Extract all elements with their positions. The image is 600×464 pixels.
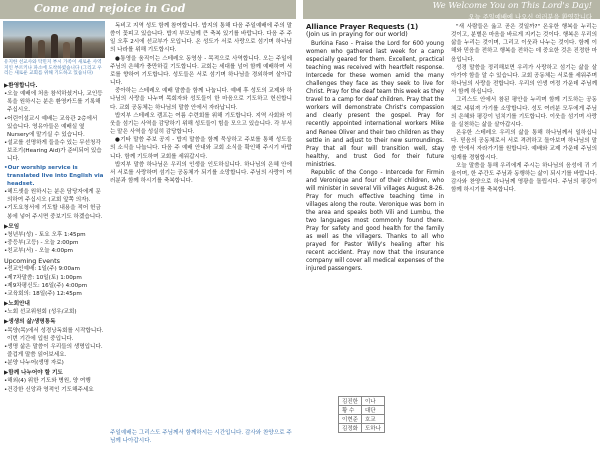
section-notice-heading: ▶노회안내: [4, 301, 30, 308]
meeting-item: •중등부(고등) - 오늘 2:00pm: [4, 239, 79, 246]
prayer-requests-column: [306, 40, 444, 273]
korean-sermon-column: [451, 23, 597, 194]
prayer-requests-subtitle: (Join us in praying for our world): [306, 31, 408, 38]
announcements-column: [4, 80, 104, 394]
header-right-title-text: We Welcome You on This Lord's Day!: [432, 1, 592, 11]
upcoming-item: •전교인예배: 1일(주) 9:00am: [4, 266, 80, 273]
table-cell: 이나: [361, 397, 384, 406]
photo-person: [38, 40, 45, 58]
section-share-heading: ▶함께 나누어야 할 기도: [4, 370, 63, 377]
upcoming-item: •제7차말씀: 10일(토) 1:00pm: [4, 274, 82, 281]
table-row: [339, 397, 385, 406]
news-paragraph: 밥지부 스테레오 캠프는 여름 수련회를 위해 기도합니다. 지역 사회와 이웃을 섬기는 사역을 감당하기 위해 성도들이 힘을 모으고 있습니다. 각 부서는 맡은 사역을 성실히 감당합니다.: [110, 112, 292, 136]
table-cell: 이현준: [339, 415, 362, 424]
section-life-heading: ▶생생의 삶/생명통독: [4, 319, 56, 326]
section-upcoming-heading: Upcoming Events: [4, 257, 60, 266]
sermon-paragraph: "새 사람들은 옳고 곧은 것일까?" 온유한 행복을 누리는 것이고, 분별은 마음을 바르게 지키는 것이다. 행복은 우리의 삶을 누리는 것이며, 그리고 이웃과 나누는 것이다. 함께 이해와 믿음을 전하고 행복을 전하는 데 중요한 것은 진정한 마음입니다.: [451, 24, 597, 63]
photo-person: [25, 36, 32, 58]
table-cell: 김정화: [339, 424, 362, 433]
table-cell: 황 수: [339, 406, 362, 415]
news-paragraph: 독비고 지역 성도 함께 참여합니다. 밥지의 통해 다음 주일예배에 주의 말씀이 꽃피고 있습니다. 밥지 부모님께 큰 축복 있기를 바랍니다. 다음 주 주일 오후 2시에 선교부가 모입니다. 온 성도가 서로 사랑으로 섬기며 하나님의 나라를 위해 기도합시다.: [110, 23, 292, 54]
prayer-paragraph: Burkina Faso - Praise the Lord for 600 young women who gathered last week for a camp especially geared for them. Excellent, practical teaching was received with heartfelt response. Intercede for these women amid the many challenges they face as they seek to live for Christ. Pray for the deaf team this week as they travel to a camp for deaf children. Pray that the workers will demonstrate Christ's compassion and clearly present the gospel. Pray for recently appointed international workers Mike and Renee Oliver and their two children as they settle in and adjust to their new surroundings. Pray that all four will transition well, stay healthy, and trust God for their future ministries.: [306, 41, 444, 168]
meeting-item: •친교부(서) - 오늘 4:00pm: [4, 248, 73, 255]
sermon-paragraph: 성경 말씀을 정리해보면 우리가 사랑하고 섬기는 삶을 살아가야 함을 알 수 있습니다. 교회 공동체는 서로를 세워주며 하나님의 사랑을 전합니다. 우리의 인생 여정 가운데 주님께서 함께 하십니다.: [451, 64, 597, 96]
life-item: •분양 나누어(생명 자료): [4, 360, 64, 367]
english-translation-note: •Our worship service is translated live into English via headset.: [4, 164, 104, 187]
welcome-item: •헤드셋을 원하시는 분은 담당자에게 문의하여 주십시오 (교회 앞쪽 의자).: [4, 189, 101, 204]
family-photo: [3, 21, 105, 58]
news-paragraph: ●기타 말씀 주보 공지 - 밥지 말씀을 함께 묵상하고 주보를 통해 성도들의 소식을 나눕니다. 다음 주 예배 안내와 교회 소식을 확인해 주시기 바랍니다. 함께 기도하며 교회를 세워갑시다.: [110, 137, 292, 160]
section-meetings-heading: ▶모임: [4, 223, 20, 230]
welcome-item: •어린이설교시 예배는 교육관 2층에서 있습니다. 영유아들은 예배실 옆 Nursery에 맡기실 수 있습니다.: [4, 115, 98, 138]
welcome-item: •설교를 선명하게 들을수 있는 무선청각보조기(Hearing Aid)가 준비되어 있습니다.: [4, 140, 102, 163]
prayer-requests-title-block: [306, 23, 444, 39]
welcome-item: •오늘 예배에 처음 참석하셨거나, 교인등록을 원하시는 분은 환영카드를 기록해 주십시오.: [4, 91, 103, 114]
news-paragraph: 밥지부 말씀 하나님은 우리의 인생을 인도하십니다. 하나님의 은혜 안에서 서로를 사랑하며 섬기는 공동체가 되기를 소망합니다. 주님의 사랑이 여러분과 함께 하시기를 축복합니다.: [110, 161, 292, 184]
photo-person: [75, 37, 82, 58]
table-cell: 호교: [361, 415, 384, 424]
header-right-title: [330, 1, 592, 21]
photo-person: [51, 34, 58, 58]
sermon-paragraph: 온유한 스테레오 우리의 삶을 통해 하나님께서 일하십니다. 믿음의 공동체로서 서로 격려하고 돌아보며 하나님의 말씀 안에서 자라가기를 원합니다. 예배와 교제 가운데 주님의 임재를 경험합시다.: [451, 130, 597, 161]
header-left-title: Come and rejoice in God: [34, 2, 186, 15]
meeting-item: •청년부(성) - 토요 오후 1:45pm: [4, 231, 86, 238]
life-item: •목양(목)에서 성경낭독회를 시작합니다. 이번 기간에 입원 중입니다.: [4, 327, 104, 342]
prayer-paragraph: Republic of the Congo - Intercede for Firmin and Veronique and four of their children, who will minister in several Vili villages August 8-26. Pray for much effective teaching time in villages along the route. Veronique was born in the area and speaks both Vili and Lumbu, the two languages most commonly found there. Pray for safety and good health for the family as well as the villagers. Thanks to all who prayed for Pastor Willy's healing after his recent accident. Pray now that the insurance company will cover all medical expenses of the injured passengers.: [306, 169, 444, 273]
prayer-requests-title: Alliance Prayer Requests (1): [306, 23, 419, 31]
upcoming-item: •제9차평신도: 16일(주) 4:00pm: [4, 282, 88, 289]
table-row: [339, 424, 385, 433]
photo-person: [63, 42, 70, 58]
news-paragraph: ●통영을 움직이는 스테레오 동영상 - 목적으로 사역합니다. 오는 주일에 주님의 은혜가 충만하길 기도합니다. 교회는 세대를 넘어 함께 예배하며 서로를 향하여 기도합니다. 성도들은 서로 섬기며 하나님을 경외하며 살아갑니다.: [110, 55, 292, 87]
column-footer-note: 주일예배는 그리스도 주님께서 함께하시는 시간입니다. 감사와 찬양으로 주님께 나아갑시다.: [110, 430, 292, 444]
life-item: •생명 삶은 말씀이 우리들의 생명입니다. 즐겁게 말씀 읽어보세요.: [4, 343, 103, 358]
welcome-item: •기도요청서에 기도할 내용을 적어 헌금봉에 넣어 주시면 중보기도 하겠습니다.: [4, 205, 103, 220]
share-item: •건강한 신앙과 영적인 기도해주세요: [4, 386, 94, 393]
photo-caption: 유지한 선교사와 탁민지 부시 가족이 새로운 사역지인 부르키나 파소에 도착하였습니다 (그리고 우리는 새로운 교회를 위해 기도하고 있습니다): [4, 60, 102, 77]
table-cell: 김진한: [339, 397, 362, 406]
news-paragraph: 중아하는 스테레오 예배 말씀을 함께 나눕니다. 예배 후 성도의 교제와 하나님의 사랑을 나누며 목회자와 성도들이 한 마음으로 기도하고 헌신합니다. 교회 공동체는 하나님의 말씀 안에서 자라납니다.: [110, 88, 292, 111]
korean-news-column: [110, 22, 292, 185]
header-right-subtitle: 오늘 주일예배에 나오신 여러분을 환영합니다: [468, 14, 592, 21]
table-row: [339, 415, 385, 424]
share-item: •해외(4) 위한 기도와 병원, 양 여행: [4, 378, 91, 385]
table-cell: 도하나: [361, 424, 384, 433]
names-table: [338, 396, 385, 433]
table-cell: 대단: [361, 406, 384, 415]
table-row: [339, 406, 385, 415]
section-welcome-heading: ▶환영합니다.: [4, 83, 38, 89]
notice-item: •노회 선교위원회 (성우/교회): [4, 309, 77, 316]
sermon-paragraph: 그리스도 안에서 참된 평안을 누리며 함께 기도하는 공동체로 세워져 가기를 소망합니다. 성도 여러분 모두에게 주님의 은혜와 평강이 넘치기를 기도합니다. 이웃을 섬기며 사랑을 실천하는 삶을 살아갑시다.: [451, 97, 597, 128]
upcoming-item: •교육회의: 18일(주) 12:45pm: [4, 290, 82, 297]
sermon-paragraph: 오늘 말씀을 통해 우리에게 주시는 하나님의 음성에 귀 기울이며, 한 주간도 주님과 동행하는 삶이 되시기를 바랍니다. 감사와 찬양으로 하나님께 영광을 돌립시다. 주님의 평강이 함께 하시기를 축복합니다.: [451, 162, 597, 194]
